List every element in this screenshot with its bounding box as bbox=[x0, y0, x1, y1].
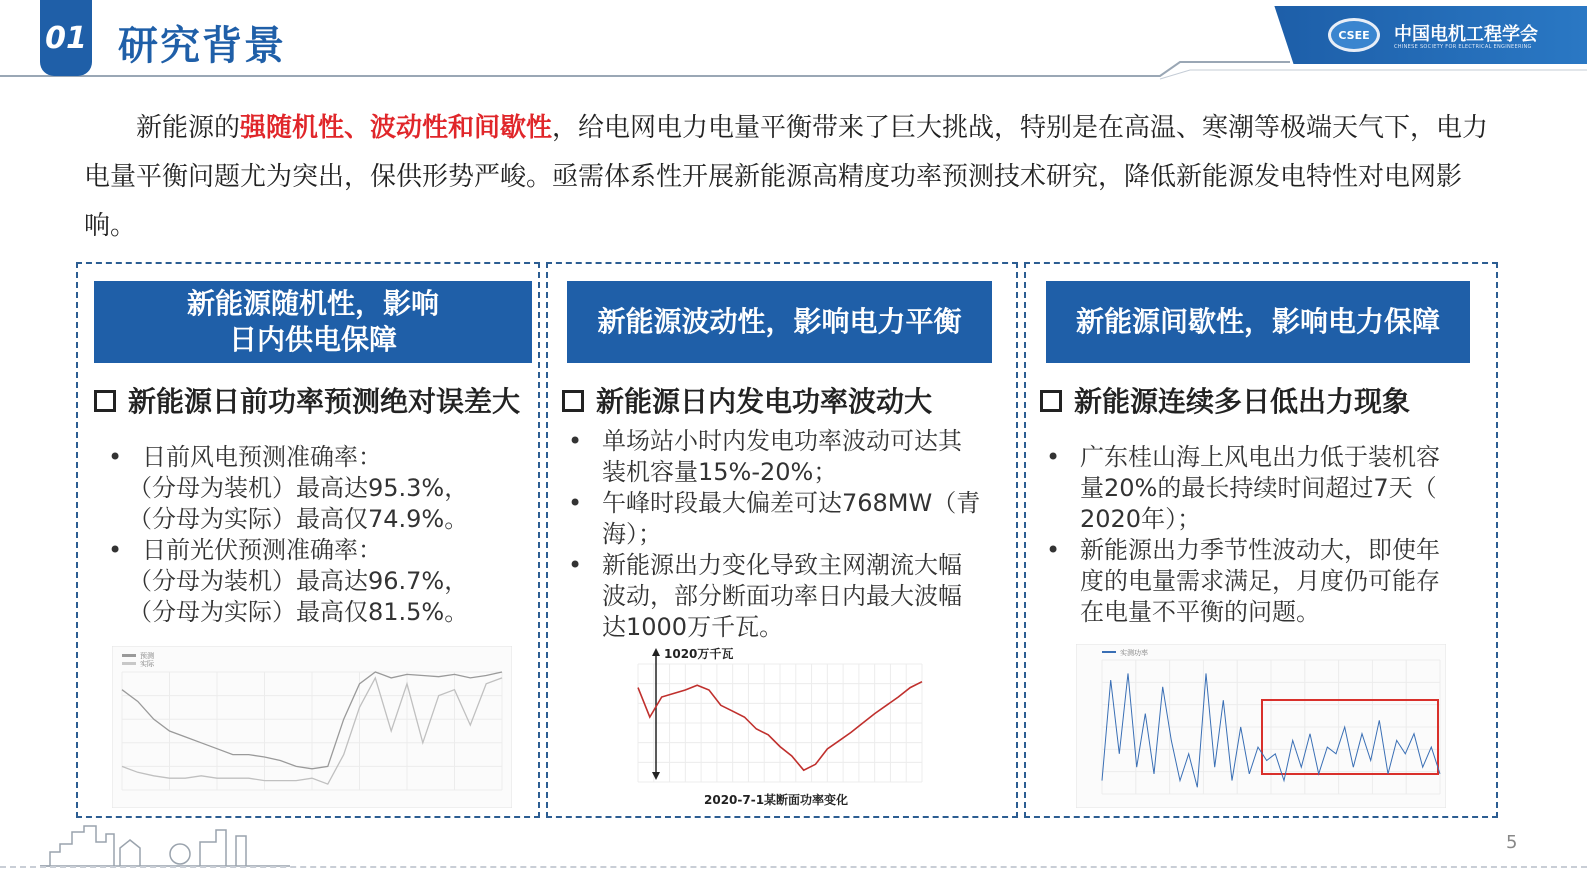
logo-name-cn: 中国电机工程学会 bbox=[1394, 24, 1538, 45]
bullet-line: • 日前光伏预测准确率： bbox=[142, 536, 382, 564]
bullet-line: 度的电量需求满足，月度仍可能存 bbox=[1080, 567, 1440, 595]
list-item bbox=[564, 550, 1004, 643]
bullet-line: • 午峰时段最大偏差可达768MW（青 bbox=[602, 489, 981, 517]
list-item bbox=[564, 488, 1004, 550]
intro-suffix: ，给电网电力电量平衡带来了巨大挑战，特别是在高温、寒潮等极端天气下，电力电量平衡问题尤为突出，保供形势严峻。亟需体系性开展新能源高精度功率预测技术研究，降低新能源发电特性对电网影响。 bbox=[84, 113, 1489, 241]
bullet-line: 2020年）； bbox=[1080, 505, 1202, 533]
bullet-line: • 新能源出力季节性波动大，即使年 bbox=[1080, 536, 1440, 564]
intro-prefix: 新能源的 bbox=[136, 113, 241, 143]
square-bullet-icon bbox=[1040, 390, 1062, 412]
legend-label-measured: 实测功率 bbox=[1120, 649, 1148, 657]
list-item bbox=[104, 535, 524, 628]
range-annotation: 1020万千瓦 bbox=[664, 647, 734, 661]
panel-1-banner-line-2: 日内供电保障 bbox=[228, 323, 397, 356]
legend-swatch bbox=[122, 662, 136, 665]
intro-highlight: 强随机性、波动性和间歇性 bbox=[240, 113, 553, 143]
legend-label-forecast: 预测 bbox=[140, 652, 154, 660]
panel-3-bullets bbox=[1042, 442, 1482, 628]
bullet-line: • 单场站小时内发电功率波动可达其 bbox=[602, 427, 962, 455]
section-number-badge: 01 bbox=[40, 0, 92, 76]
bullet-line: 达1000万千瓦。 bbox=[602, 613, 784, 641]
square-bullet-icon bbox=[562, 390, 584, 412]
bullet-line: 波动，部分断面功率日内最大波幅 bbox=[602, 582, 962, 610]
bullet-line: （分母为装机）最高达95.3%， bbox=[128, 474, 469, 502]
panel-3-subtitle-text: 新能源连续多日低出力现象 bbox=[1074, 385, 1411, 418]
list-item bbox=[1042, 442, 1482, 535]
bullet-line: • 日前风电预测准确率： bbox=[142, 443, 382, 471]
logo-name-en: CHINESE SOCIETY FOR ELECTRICAL ENGINEERING bbox=[1394, 44, 1532, 50]
bullet-line: （分母为装机）最高达96.7%， bbox=[128, 567, 469, 595]
bullet-line: （分母为实际）最高仅81.5%。 bbox=[128, 598, 469, 626]
forecast-accuracy-chart bbox=[112, 646, 512, 808]
panel-3-banner bbox=[1046, 281, 1470, 363]
list-item bbox=[1042, 535, 1482, 628]
panel-2-bullets bbox=[564, 426, 1004, 643]
panel-3-subtitle bbox=[1040, 380, 1410, 420]
chart-title: 2020-7-1某断面功率变化 bbox=[704, 793, 849, 807]
panel-1-subtitle-text: 新能源日前功率预测绝对误差大 bbox=[128, 385, 521, 418]
panel-2-banner bbox=[567, 281, 992, 363]
panel-3-banner-line-1: 新能源间歇性，影响电力保障 bbox=[1075, 305, 1440, 338]
panel-2-subtitle bbox=[562, 380, 932, 420]
intro-paragraph bbox=[84, 104, 1504, 251]
bullet-line: 装机容量15%-20%； bbox=[602, 458, 838, 486]
square-bullet-icon bbox=[94, 390, 116, 412]
city-skyline-decoration bbox=[40, 822, 290, 868]
bullet-line: 海）； bbox=[602, 520, 662, 548]
bullet-line: （分母为实际）最高仅74.9%。 bbox=[128, 505, 469, 533]
panel-1-banner bbox=[94, 281, 532, 363]
page-title: 研究背景 bbox=[118, 23, 286, 69]
legend-swatch bbox=[1102, 651, 1116, 653]
panel-1-bullets bbox=[104, 442, 524, 628]
section-power-chart bbox=[630, 644, 930, 810]
wind-output-chart bbox=[1076, 644, 1446, 808]
footer-divider bbox=[0, 866, 1587, 868]
bullet-line: 量20%的最长持续时间超过7天（ bbox=[1080, 474, 1437, 502]
page-number: 5 bbox=[1506, 832, 1518, 853]
legend-swatch bbox=[122, 654, 136, 657]
panel-2-banner-line-1: 新能源波动性，影响电力平衡 bbox=[597, 305, 962, 338]
bullet-line: 在电量不平衡的问题。 bbox=[1080, 598, 1320, 626]
panel-1-banner-line-1: 新能源随机性，影响 bbox=[186, 287, 439, 320]
legend-label-actual: 实际 bbox=[140, 660, 154, 668]
panel-2-subtitle-text: 新能源日内发电功率波动大 bbox=[596, 385, 933, 418]
list-item bbox=[104, 442, 524, 535]
bullet-line: • 新能源出力变化导致主网潮流大幅 bbox=[602, 551, 962, 579]
list-item bbox=[564, 426, 1004, 488]
csee-logo-icon: CSEE bbox=[1328, 18, 1380, 52]
panel-1-subtitle bbox=[94, 380, 520, 420]
bullet-line: • 广东桂山海上风电出力低于装机容 bbox=[1080, 443, 1440, 471]
